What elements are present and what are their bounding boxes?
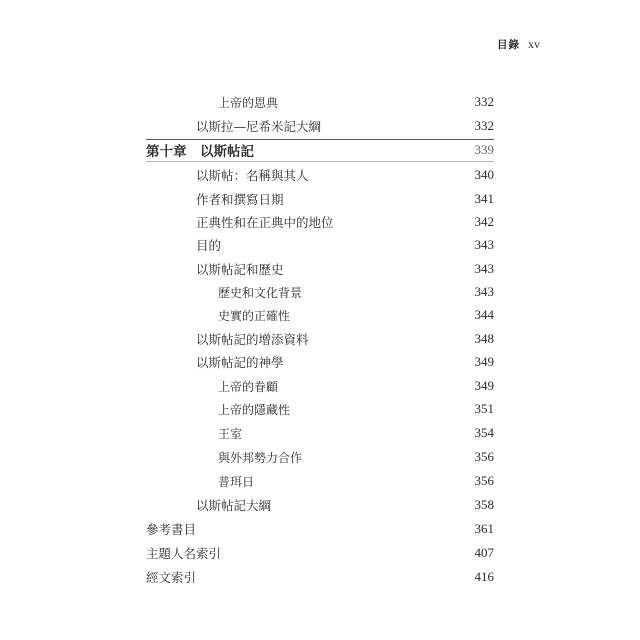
toc-entry-title: 正典性和在正典中的地位 bbox=[196, 215, 334, 230]
toc-entry bbox=[146, 303, 494, 327]
toc-entry-title: 與外邦勢力合作 bbox=[218, 450, 303, 465]
toc-entry bbox=[146, 114, 494, 138]
toc-entry bbox=[146, 210, 494, 234]
toc-entry bbox=[146, 257, 494, 281]
toc-entry-page-number: 339 bbox=[474, 142, 494, 157]
toc-entry-page-number: 343 bbox=[474, 261, 494, 276]
toc-entry bbox=[146, 327, 494, 351]
toc-entry bbox=[146, 187, 494, 211]
running-head-title: 目錄 bbox=[497, 39, 520, 51]
toc-entry-title: 以斯帖：名稱與其人 bbox=[196, 168, 309, 183]
running-head-page-number: xv bbox=[528, 37, 540, 51]
toc-entry-title: 普珥日 bbox=[218, 474, 255, 489]
toc-entry bbox=[146, 90, 494, 114]
toc-entry-page-number: 332 bbox=[474, 118, 494, 133]
toc-entry-title: 以斯帖記的神學 bbox=[196, 355, 284, 370]
toc-entry-page-number: 358 bbox=[474, 497, 494, 512]
toc-entry-page-number: 344 bbox=[474, 307, 494, 322]
toc-entry bbox=[146, 163, 494, 187]
toc-entry-page-number: 348 bbox=[474, 331, 494, 346]
toc-entry bbox=[146, 541, 494, 565]
toc-entry bbox=[146, 374, 494, 398]
toc-entry-page-number: 343 bbox=[474, 284, 494, 299]
toc-entry-page-number: 361 bbox=[474, 521, 494, 536]
toc-entry-page-number: 356 bbox=[474, 473, 494, 488]
toc-entry-title: 主題人名索引 bbox=[146, 546, 222, 561]
toc-entry-title: 經文索引 bbox=[146, 570, 197, 585]
toc-entry-title: 上帝的恩典 bbox=[218, 95, 279, 110]
toc-entry-title: 王室 bbox=[218, 426, 243, 441]
toc-entry-title: 目的 bbox=[196, 238, 222, 253]
toc-entry-page-number: 416 bbox=[474, 569, 494, 584]
toc-entry-page-number: 349 bbox=[474, 354, 494, 369]
toc-entry-page-number: 351 bbox=[474, 401, 494, 416]
toc-entry-page-number: 332 bbox=[474, 94, 494, 109]
toc-entry-title: 參考書目 bbox=[146, 522, 197, 537]
toc-entry-page-number: 356 bbox=[474, 449, 494, 464]
toc-entry-title: 歷史和文化背景 bbox=[218, 285, 303, 300]
toc-entry bbox=[146, 445, 494, 469]
toc-entry-title: 史實的正確性 bbox=[218, 308, 291, 323]
toc-entry-title: 以斯帖記和歷史 bbox=[196, 262, 284, 277]
toc-entry-page-number: 407 bbox=[474, 545, 494, 560]
toc-entry-title: 以斯拉—尼希米記大綱 bbox=[196, 119, 322, 134]
toc-entry-page-number: 349 bbox=[474, 378, 494, 393]
toc-entry bbox=[146, 469, 494, 493]
toc-entry bbox=[146, 421, 494, 445]
toc-entry-title: 以斯帖記的增添資料 bbox=[196, 332, 309, 347]
toc-entry bbox=[146, 280, 494, 304]
running-head bbox=[440, 37, 540, 52]
toc-entry-title: 第十章 以斯帖記 bbox=[146, 144, 254, 160]
toc-entry-page-number: 342 bbox=[474, 214, 494, 229]
toc-entry-title: 上帝的隱藏性 bbox=[218, 402, 291, 417]
toc-entry bbox=[146, 493, 494, 517]
chapter-rule-bottom bbox=[146, 161, 494, 162]
toc-entry bbox=[146, 350, 494, 374]
toc-entry-page-number: 340 bbox=[474, 167, 494, 182]
toc-entry-page-number: 341 bbox=[474, 191, 494, 206]
toc-entry bbox=[146, 233, 494, 257]
toc-entry-title: 上帝的眷顧 bbox=[218, 379, 279, 394]
toc-entry bbox=[146, 565, 494, 589]
toc-chapter-heading bbox=[146, 138, 494, 162]
chapter-rule-top bbox=[146, 139, 494, 140]
toc-entry bbox=[146, 517, 494, 541]
toc-entry-page-number: 354 bbox=[474, 425, 494, 440]
toc-entry-title: 作者和撰寫日期 bbox=[196, 192, 284, 207]
toc-entry-title: 以斯帖記大綱 bbox=[196, 498, 272, 513]
toc-entry-page-number: 343 bbox=[474, 237, 494, 252]
toc-entry bbox=[146, 397, 494, 421]
